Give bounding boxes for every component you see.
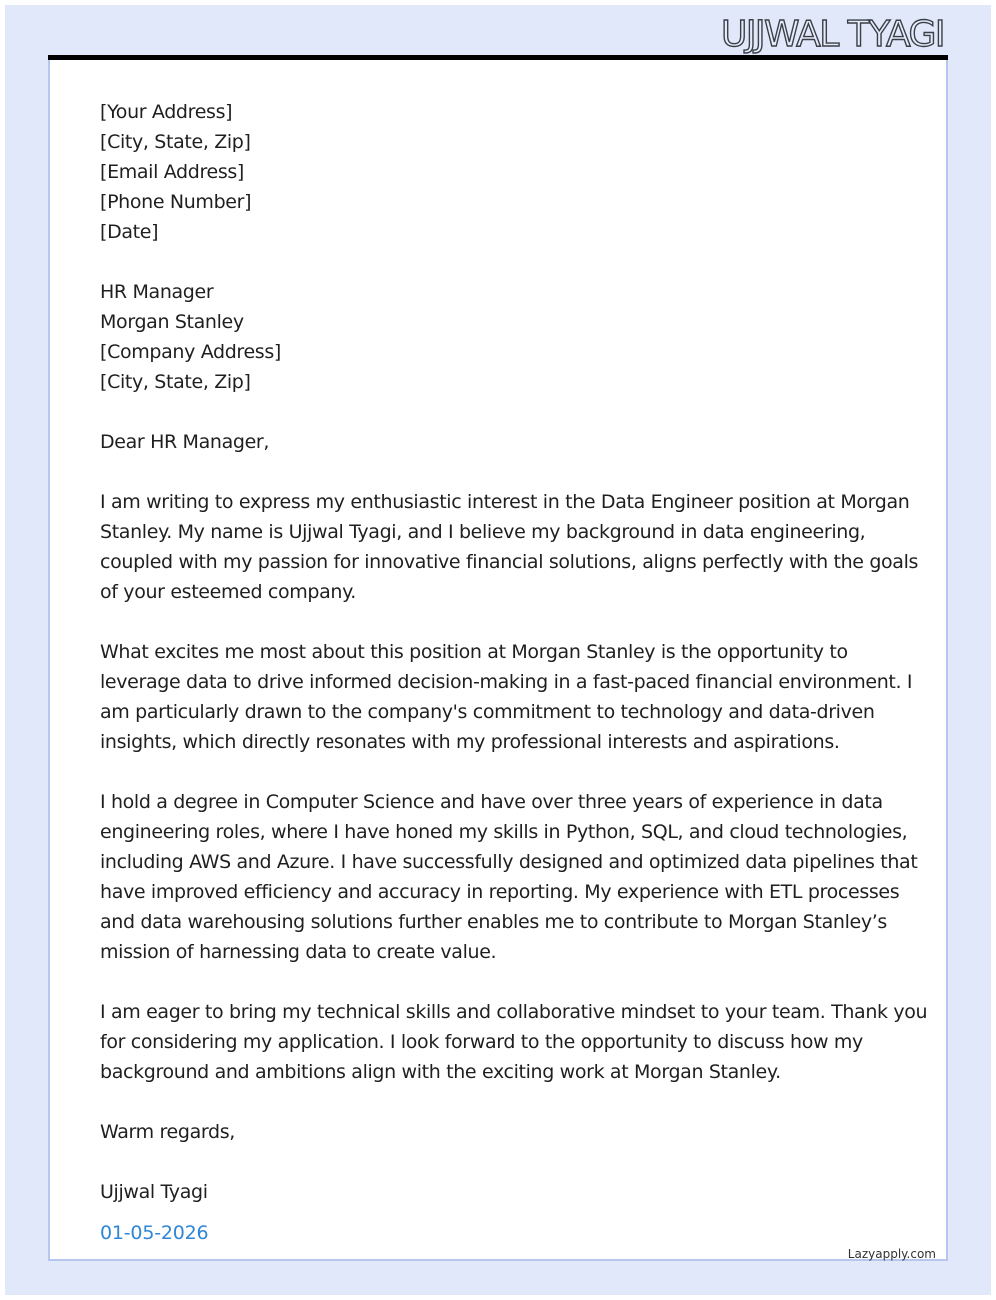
paragraph-line: I hold a degree in Computer Science and have over three years of experience in data: [100, 791, 883, 813]
letter-date: 01-05-2026: [100, 1222, 209, 1244]
spacer: [100, 457, 900, 487]
paragraph-line: I am eager to bring my technical skills and collaborative mindset to your team. Thank you: [100, 1001, 928, 1023]
paragraph-line: and data warehousing solutions further enables me to contribute to Morgan Stanley’s: [100, 911, 887, 933]
spacer: [100, 1147, 900, 1177]
paragraph-1: [100, 487, 919, 607]
paragraph-line: coupled with my passion for innovative financial solutions, aligns perfectly with the goals: [100, 551, 919, 573]
header-name: UJJWAL TYAGI: [720, 14, 944, 55]
closing: Warm regards,: [100, 1121, 235, 1143]
spacer: [100, 247, 900, 277]
sender-address: [Your Address]: [100, 101, 233, 123]
paragraph-line: Stanley. My name is Ujjwal Tyagi, and I believe my background in data engineering,: [100, 521, 866, 543]
paragraph-3: [100, 787, 918, 967]
paragraph-line: leverage data to drive informed decision-making in a fast-paced financial environment. I: [100, 671, 913, 693]
recipient-block: [100, 277, 900, 397]
recipient-company: Morgan Stanley: [100, 311, 244, 333]
sender-city-state-zip: [City, State, Zip]: [100, 131, 251, 153]
paragraph-line: including AWS and Azure. I have successfully designed and optimized data pipelines that: [100, 851, 918, 873]
paragraph-line: mission of harnessing data to create value.: [100, 941, 497, 963]
paragraph-line: What excites me most about this position at Morgan Stanley is the opportunity to: [100, 641, 848, 663]
sender-block: [100, 97, 900, 247]
recipient-address: [Company Address]: [100, 341, 281, 363]
paragraph-line: I am writing to express my enthusiastic interest in the Data Engineer position at Morgan: [100, 491, 910, 513]
sender-email: [Email Address]: [100, 161, 244, 183]
paragraph-4: [100, 997, 928, 1087]
paragraph-line: am particularly drawn to the company's commitment to technology and data-driven: [100, 701, 875, 723]
watermark: Lazyapply.com: [847, 1247, 936, 1261]
signature: Ujjwal Tyagi: [100, 1181, 208, 1203]
sender-phone: [Phone Number]: [100, 191, 252, 213]
recipient-city-state-zip: [City, State, Zip]: [100, 371, 251, 393]
sender-date: [Date]: [100, 221, 159, 243]
spacer: [100, 397, 900, 427]
paragraph-line: engineering roles, where I have honed my skills in Python, SQL, and cloud technologies,: [100, 821, 908, 843]
greeting: Dear HR Manager,: [100, 431, 270, 453]
recipient-title: HR Manager: [100, 281, 214, 303]
letter-body: [100, 97, 928, 1207]
paragraph-line: have improved efficiency and accuracy in reporting. My experience with ETL processes: [100, 881, 900, 903]
paragraph-2: [100, 637, 913, 757]
paragraph-line: background and ambitions align with the exciting work at Morgan Stanley.: [100, 1061, 781, 1083]
paragraph-line: for considering my application. I look forward to the opportunity to discuss how my: [100, 1031, 863, 1053]
paragraph-line: of your esteemed company.: [100, 581, 356, 603]
paragraph-line: insights, which directly resonates with my professional interests and aspirations.: [100, 731, 840, 753]
